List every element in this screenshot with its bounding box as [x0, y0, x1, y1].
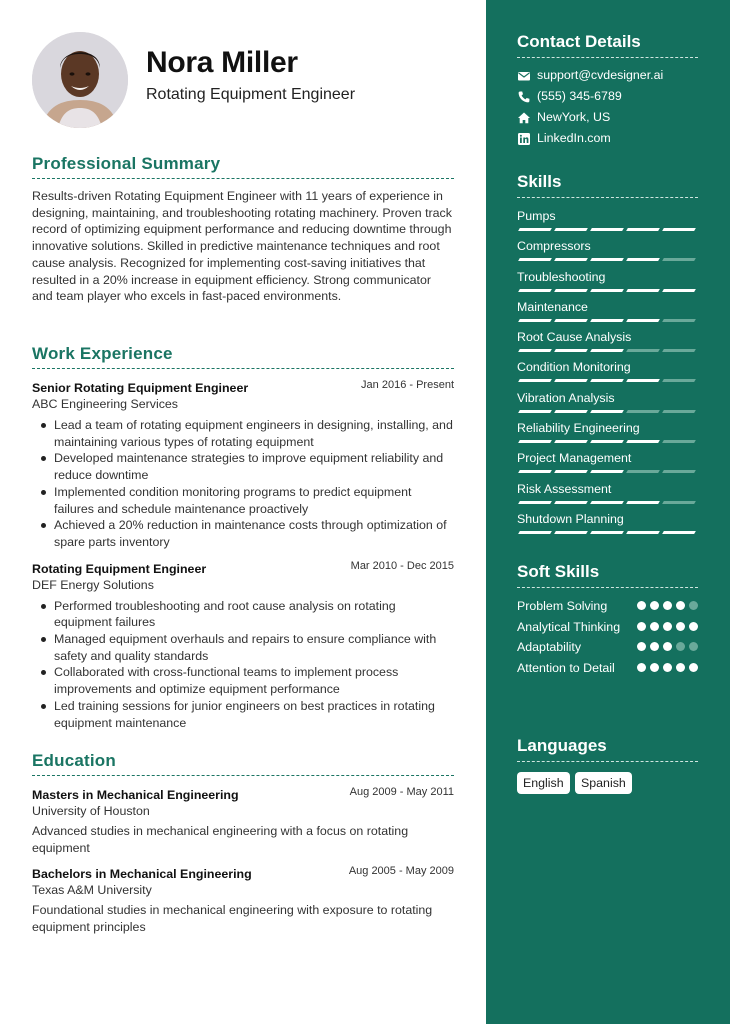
divider [517, 587, 698, 588]
rating-dot [650, 642, 659, 651]
language-tag: Spanish [575, 772, 632, 794]
skill-label: Project Management [517, 451, 632, 466]
education-desc: Foundational studies in mechanical engineering with exposure to rotating equipment principles [32, 903, 433, 935]
skill-item [517, 421, 698, 451]
rating-dot [689, 622, 698, 631]
job-role: Rotating Equipment Engineer [146, 86, 356, 103]
experience-section [32, 344, 454, 731]
skill-label: Root Cause Analysis [517, 330, 632, 345]
skill-label: Maintenance [517, 299, 588, 314]
home-icon [517, 111, 531, 125]
divider [517, 57, 698, 58]
divider [32, 368, 454, 369]
list-item: Developed maintenance strategies to improve equipment reliability and reduce downtime [32, 450, 454, 483]
resume-header [32, 32, 472, 128]
skill-level-segment [662, 470, 696, 473]
contact-heading: Contact Details [517, 32, 641, 51]
skill-level-segment [518, 501, 552, 504]
skill-level-segment [518, 410, 552, 413]
soft-skill-item [517, 660, 698, 677]
rating-dot [637, 601, 646, 610]
skill-level-segment [590, 470, 624, 473]
job-date: Jan 2016 - Present [361, 379, 454, 391]
skill-level-segment [662, 531, 696, 534]
skill-item [517, 209, 698, 239]
person-name: Nora Miller [146, 46, 298, 79]
divider [32, 178, 454, 179]
list-item: Led training sessions for junior engineers on best practices in rotating equipment maintenance [32, 698, 454, 731]
skills-section [517, 172, 698, 542]
skill-level-segment [662, 440, 696, 443]
job-entry [32, 379, 454, 551]
education-entry [32, 865, 454, 935]
skill-level-segment [626, 410, 660, 413]
school-name: University of Houston [32, 804, 150, 818]
soft-skills-heading: Soft Skills [517, 562, 600, 581]
rating-dot [676, 642, 685, 651]
rating-dot [676, 601, 685, 610]
rating-dot [663, 663, 672, 672]
rating-dot [676, 622, 685, 631]
divider [517, 197, 698, 198]
education-section [32, 751, 454, 936]
skill-label: Risk Assessment [517, 481, 612, 496]
skill-label: Troubleshooting [517, 269, 606, 284]
skill-item [517, 451, 698, 481]
skill-level-segment [518, 289, 552, 292]
skill-level-segment [554, 258, 588, 261]
divider [517, 761, 698, 762]
email-text: support@cvdesigner.ai [537, 68, 664, 82]
skill-level-segment [626, 349, 660, 352]
contact-linkedin[interactable] [517, 131, 698, 152]
skill-level-segment [626, 289, 660, 292]
linkedin-text: LinkedIn.com [537, 131, 611, 145]
skill-level-segment [518, 531, 552, 534]
language-tag: English [517, 772, 570, 794]
skill-level-segment [626, 228, 660, 231]
skill-label: Pumps [517, 209, 556, 223]
soft-skill-label: Analytical Thinking [517, 619, 621, 634]
summary-section [32, 154, 454, 305]
skill-level-segment [662, 289, 696, 292]
skill-level-segment [554, 440, 588, 443]
rating-dot [689, 642, 698, 651]
rating-dot [663, 601, 672, 610]
skill-level-segment [590, 319, 624, 322]
skill-level-bar [517, 440, 697, 444]
skill-level-segment [554, 289, 588, 292]
rating-dot [637, 622, 646, 631]
skill-level-segment [590, 379, 624, 382]
skill-level-bar [517, 349, 697, 353]
skill-level-segment [590, 349, 624, 352]
skill-level-segment [626, 258, 660, 261]
skill-level-bar [517, 289, 697, 293]
skill-item [517, 270, 698, 300]
skill-level-segment [662, 379, 696, 382]
skill-label: Reliability Engineering [517, 421, 640, 436]
list-item: Achieved a 20% reduction in maintenance costs through optimization of spare parts inventory [32, 517, 454, 550]
linkedin-icon [517, 132, 531, 146]
skill-level-segment [554, 410, 588, 413]
job-entry [32, 560, 454, 732]
skill-level-segment [662, 410, 696, 413]
skill-level-segment [626, 379, 660, 382]
skill-level-bar [517, 410, 697, 414]
list-item: Collaborated with cross-functional teams to implement process improvements and optimize equipment performance [32, 664, 454, 697]
soft-skill-item [517, 639, 698, 656]
skill-level-segment [662, 258, 696, 261]
skill-level-segment [662, 228, 696, 231]
job-title: Senior Rotating Equipment Engineer [32, 381, 249, 395]
phone-icon [517, 90, 531, 104]
soft-skill-label: Attention to Detail [517, 661, 615, 676]
skill-level-segment [554, 531, 588, 534]
job-title: Rotating Equipment Engineer [32, 561, 207, 576]
skill-level-segment [518, 349, 552, 352]
education-heading: Education [32, 751, 116, 770]
skill-level-segment [626, 319, 660, 322]
degree-title: Masters in Mechanical Engineering [32, 788, 239, 802]
skill-label: Shutdown Planning [517, 511, 624, 526]
languages-section [517, 736, 698, 796]
summary-heading: Professional Summary [32, 154, 221, 173]
skill-item [517, 512, 698, 542]
skill-level-segment [554, 319, 588, 322]
contact-email[interactable] [517, 68, 698, 89]
education-entry [32, 786, 454, 856]
avatar [32, 32, 128, 128]
list-item: Performed troubleshooting and root cause analysis on rotating equipment failures [32, 598, 454, 631]
sidebar [486, 0, 730, 1024]
skill-level-segment [590, 531, 624, 534]
languages-list [517, 772, 698, 796]
contact-location [517, 110, 698, 131]
skill-level-bar [517, 470, 697, 474]
skill-level-segment [554, 470, 588, 473]
skill-level-segment [590, 258, 624, 261]
education-desc: Advanced studies in mechanical engineering with a focus on rotating equipment [32, 824, 409, 855]
skill-level-segment [626, 531, 660, 534]
phone-text: (555) 345-6789 [537, 89, 622, 103]
skill-level-segment [518, 440, 552, 443]
list-item: Lead a team of rotating equipment engineers in designing, installing, and maintaining various types of rotating equipment [32, 417, 454, 450]
skill-level-segment [554, 228, 588, 231]
soft-skill-item [517, 598, 698, 615]
job-bullets [32, 598, 454, 732]
divider [32, 775, 454, 776]
skill-level-segment [554, 379, 588, 382]
job-date: Mar 2010 - Dec 2015 [350, 559, 454, 572]
job-company: DEF Energy Solutions [32, 577, 154, 592]
skill-level-segment [626, 440, 660, 443]
contact-section [517, 32, 698, 152]
contact-phone[interactable] [517, 89, 698, 110]
school-name: Texas A&M University [32, 883, 152, 898]
skill-level-segment [590, 501, 624, 504]
skill-level-bar [517, 379, 697, 383]
location-text: NewYork, US [537, 110, 611, 124]
soft-skill-label: Problem Solving [517, 599, 608, 613]
skill-item [517, 391, 698, 421]
languages-heading: Languages [517, 736, 607, 755]
job-bullets [32, 417, 454, 551]
skill-level-segment [626, 501, 660, 504]
skill-item [517, 330, 698, 360]
skill-item [517, 360, 698, 390]
skill-level-segment [554, 349, 588, 352]
skill-level-segment [590, 228, 624, 231]
soft-skills-list [517, 598, 698, 677]
education-date: Aug 2009 - May 2011 [349, 786, 454, 798]
list-item: Managed equipment overhauls and repairs to ensure compliance with safety and quality standards [32, 631, 454, 664]
list-item: Implemented condition monitoring programs to predict equipment failures and schedule maintenance proactively [32, 484, 454, 517]
skills-list [517, 209, 698, 542]
skill-item [517, 239, 698, 269]
skill-level-bar [517, 319, 697, 323]
skill-level-bar [517, 258, 697, 262]
soft-skill-item [517, 619, 698, 636]
rating-dot [650, 663, 659, 672]
education-date: Aug 2005 - May 2009 [348, 865, 454, 878]
skill-level-bar [517, 501, 697, 505]
skill-level-segment [662, 319, 696, 322]
rating-dot [637, 642, 646, 651]
rating-dot [689, 663, 698, 672]
skill-level-segment [590, 410, 624, 413]
skill-level-segment [590, 440, 624, 443]
rating-dot [637, 663, 646, 672]
rating-dot [663, 622, 672, 631]
skill-item [517, 300, 698, 330]
skill-level-segment [554, 501, 588, 504]
envelope-icon [517, 69, 531, 83]
skill-level-segment [518, 319, 552, 322]
skill-level-segment [626, 470, 660, 473]
skill-level-segment [518, 228, 552, 231]
skill-level-segment [590, 289, 624, 292]
skill-item [517, 482, 698, 512]
skill-level-bar [517, 531, 697, 535]
skill-level-segment [662, 501, 696, 504]
skill-level-bar [517, 228, 697, 232]
skill-level-segment [518, 258, 552, 261]
skill-level-segment [662, 349, 696, 352]
soft-skill-label: Adaptability [517, 640, 582, 655]
skill-level-segment [518, 379, 552, 382]
summary-text: Results-driven Rotating Equipment Engineer with 11 years of experience in designing, maintaining, and troubleshooting rotating machinery. Proven track record of optimizing equipment performance and reducing downtime through innovative solutions. Skilled in predictive maintenance techniques and root cause analysis. Recognized for implementing cost-saving initiatives that resulted in a 20% increase in equipment efficiency. Strong communicator and team player who excels in fast-paced environments. [32, 189, 452, 304]
skill-label: Condition Monitoring [517, 360, 631, 375]
rating-dot [676, 663, 685, 672]
degree-title: Bachelors in Mechanical Engineering [32, 867, 252, 882]
rating-dot [650, 601, 659, 610]
skill-label: Compressors [517, 239, 591, 254]
skill-label: Vibration Analysis [517, 390, 615, 405]
rating-dot [650, 622, 659, 631]
experience-heading: Work Experience [32, 344, 173, 363]
rating-dot [689, 601, 698, 610]
rating-dot [663, 642, 672, 651]
skills-heading: Skills [517, 172, 562, 191]
skill-level-segment [518, 470, 552, 473]
job-company: ABC Engineering Services [32, 397, 179, 411]
soft-skills-section [517, 562, 698, 681]
